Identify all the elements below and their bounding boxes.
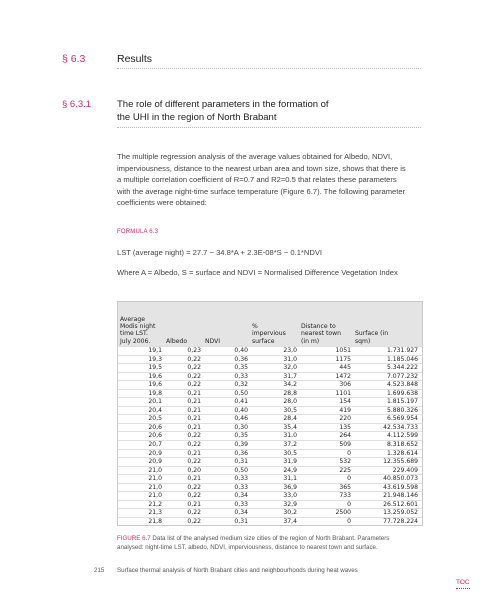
table-cell: 20,9 bbox=[148, 449, 162, 457]
table-row bbox=[118, 423, 422, 432]
table-cell: 20,9 bbox=[148, 458, 162, 466]
table-cell: 0,21 bbox=[187, 449, 201, 457]
table-cell: 0,32 bbox=[234, 381, 248, 389]
table-cell: 20,1 bbox=[148, 398, 162, 406]
table-cell: 0 bbox=[347, 500, 351, 508]
table-cell: 31,0 bbox=[283, 432, 297, 440]
table-cell: 0,31 bbox=[234, 458, 248, 466]
table-cell: 306 bbox=[339, 381, 351, 389]
body-line: imperviousness, distance to the nearest urban area and town size, shows that there is bbox=[117, 163, 406, 173]
table-cell: 0,22 bbox=[187, 483, 201, 491]
table-row bbox=[118, 517, 422, 526]
toc-link[interactable]: TOC bbox=[456, 579, 470, 586]
table-cell: 0,21 bbox=[187, 423, 201, 431]
table-cell: 264 bbox=[339, 432, 351, 440]
table-cell: 0,50 bbox=[234, 389, 248, 397]
table-cell: 21,0 bbox=[148, 492, 162, 500]
table-cell: 31,1 bbox=[283, 475, 297, 483]
table-cell: 13.259.052 bbox=[383, 509, 418, 517]
table-cell: 0,21 bbox=[187, 500, 201, 508]
table-cell: 1051 bbox=[335, 347, 351, 354]
table-cell: 34,2 bbox=[283, 381, 297, 389]
table-cell: 0,34 bbox=[234, 509, 248, 517]
table-cell: 1101 bbox=[335, 389, 351, 397]
formula-legend: Where A = Albedo, S = surface and NDVI = Normalised Difference Vegetation Index bbox=[117, 268, 398, 277]
table-cell: 19,1 bbox=[148, 347, 162, 354]
table-cell: 0,41 bbox=[234, 398, 248, 406]
table-row bbox=[118, 508, 422, 517]
subsection-divider bbox=[117, 127, 421, 128]
table-cell: 0,40 bbox=[234, 406, 248, 414]
table-cell: 20,5 bbox=[148, 415, 162, 423]
table-cell: 21,3 bbox=[148, 509, 162, 517]
table-cell: 0,50 bbox=[234, 466, 248, 474]
table-cell: 21,0 bbox=[148, 475, 162, 483]
table-row bbox=[118, 466, 422, 475]
table-cell: 4.112.599 bbox=[386, 432, 418, 440]
table-cell: 1.185.046 bbox=[386, 355, 418, 363]
table-cell: 37,2 bbox=[283, 441, 297, 449]
table-cell: 23,0 bbox=[283, 347, 297, 354]
table-cell: 0,22 bbox=[187, 458, 201, 466]
table-cell: 77.728.224 bbox=[383, 517, 418, 525]
subsection-number: § 6.3.1 bbox=[62, 99, 92, 110]
running-title: Surface thermal analysis of North Brabant cities and neighbourhoods during heat waves bbox=[117, 567, 358, 574]
table-cell: 0,30 bbox=[234, 423, 248, 431]
table-row bbox=[118, 380, 422, 389]
caption-text-line2: analysed: night-time LST, albedo, NDVI, imperviousness, distance to nearest town and surface. bbox=[117, 544, 378, 551]
table-cell: 31,7 bbox=[283, 372, 297, 380]
figure-label: FIGURE 6.7 bbox=[117, 535, 151, 542]
table-cell: 21,2 bbox=[148, 500, 162, 508]
header-distance: Distance to nearest town (in m) bbox=[301, 323, 341, 345]
table-cell: 1.699.638 bbox=[386, 389, 418, 397]
table-cell: 0,35 bbox=[234, 432, 248, 440]
header-albedo: Albedo bbox=[166, 337, 188, 345]
table-cell: 0 bbox=[347, 449, 351, 457]
table-cell: 365 bbox=[339, 483, 351, 491]
table-row bbox=[118, 397, 422, 406]
table-cell: 21,0 bbox=[148, 483, 162, 491]
table-cell: 0,22 bbox=[187, 364, 201, 372]
table-cell: 1.731.927 bbox=[386, 347, 418, 354]
section-number: § 6.3 bbox=[62, 53, 86, 65]
table-cell: 0,22 bbox=[187, 509, 201, 517]
table-body bbox=[118, 346, 422, 525]
toc-underline bbox=[456, 588, 470, 589]
table-cell: 0,36 bbox=[234, 355, 248, 363]
table-cell: 20,6 bbox=[148, 432, 162, 440]
table-cell: 21.948.146 bbox=[383, 492, 418, 500]
table-cell: 154 bbox=[339, 398, 351, 406]
table-cell: 0,39 bbox=[234, 441, 248, 449]
section-title: Results bbox=[117, 53, 153, 65]
table-cell: 21,8 bbox=[148, 517, 162, 525]
table-cell: 0,20 bbox=[187, 466, 201, 474]
table-cell: 32,9 bbox=[283, 500, 297, 508]
table-row bbox=[118, 389, 422, 398]
table-cell: 0,21 bbox=[187, 398, 201, 406]
table-cell: 1.815.197 bbox=[386, 398, 418, 406]
body-line: a multiple correlation coefficient of R=0.7 and R2=0.5 that relates these parameters bbox=[117, 175, 397, 185]
table-cell: 32,0 bbox=[283, 364, 297, 372]
table-cell: 8.318.652 bbox=[386, 441, 418, 449]
table-cell: 19,6 bbox=[148, 381, 162, 389]
header-lst: Average Modis night time LST. July 2006. bbox=[120, 315, 156, 345]
table-cell: 0,22 bbox=[187, 355, 201, 363]
table-cell: 0,22 bbox=[187, 432, 201, 440]
table-cell: 28,4 bbox=[283, 415, 297, 423]
body-line: with the average night-time surface temperature (Figure 6.7). The following parameter bbox=[117, 186, 406, 196]
table-cell: 26.512.601 bbox=[383, 500, 418, 508]
table-row bbox=[118, 500, 422, 509]
table-cell: 33,0 bbox=[283, 492, 297, 500]
body-line: coefficients were obtained: bbox=[117, 198, 207, 208]
table-row bbox=[118, 440, 422, 449]
caption-text-line1: Data list of the analysed medium size cities of the region of North Brabant. Parameters bbox=[150, 535, 390, 542]
table-cell: 7.077.232 bbox=[386, 372, 418, 380]
subsection-title bbox=[117, 98, 329, 124]
table-cell: 0,36 bbox=[234, 449, 248, 457]
table-cell: 37,4 bbox=[283, 517, 297, 525]
table-cell: 229.409 bbox=[392, 466, 418, 474]
table-cell: 20,6 bbox=[148, 423, 162, 431]
table-row bbox=[118, 457, 422, 466]
table-row bbox=[118, 355, 422, 364]
table-cell: 24,9 bbox=[283, 466, 297, 474]
table-cell: 445 bbox=[339, 364, 351, 372]
table-cell: 0,22 bbox=[187, 441, 201, 449]
table-row bbox=[118, 449, 422, 458]
table-cell: 220 bbox=[339, 415, 351, 423]
section-divider bbox=[117, 68, 421, 69]
table-cell: 12.355.689 bbox=[383, 458, 418, 466]
table-cell: 5.880.326 bbox=[386, 406, 418, 414]
table-row bbox=[118, 363, 422, 372]
table-cell: 0,22 bbox=[187, 517, 201, 525]
table-cell: 0,21 bbox=[187, 389, 201, 397]
table-cell: 0,31 bbox=[234, 517, 248, 525]
subsection-title-line1: The role of different parameters in the formation of bbox=[117, 99, 329, 110]
table-row bbox=[118, 414, 422, 423]
table-cell: 20,4 bbox=[148, 406, 162, 414]
table-cell: 43.619.598 bbox=[383, 483, 418, 491]
table-row bbox=[118, 346, 422, 355]
formula: LST (average night) = 27.7 − 34.8*A + 2.3E-08*S − 0.1*NDVI bbox=[117, 248, 323, 257]
table-cell: 0 bbox=[347, 475, 351, 483]
body-paragraph bbox=[117, 151, 447, 209]
table-cell: 20,7 bbox=[148, 441, 162, 449]
table-row bbox=[118, 406, 422, 415]
table-cell: 0,33 bbox=[234, 475, 248, 483]
table-cell: 0,21 bbox=[187, 406, 201, 414]
subsection-title-line2: the UHI in the region of North Brabant bbox=[117, 112, 277, 123]
body-line: The multiple regression analysis of the average values obtained for Albedo, NDVI, bbox=[117, 152, 393, 161]
table-cell: 1472 bbox=[335, 372, 351, 380]
table-cell: 36,9 bbox=[283, 483, 297, 491]
table-cell: 0,21 bbox=[187, 475, 201, 483]
table-cell: 0,33 bbox=[234, 483, 248, 491]
figure-caption bbox=[117, 534, 427, 552]
table-cell: 42.534.733 bbox=[383, 423, 418, 431]
table-cell: 0,33 bbox=[234, 500, 248, 508]
table-cell: 19,8 bbox=[148, 389, 162, 397]
table-row bbox=[118, 474, 422, 483]
table-cell: 225 bbox=[339, 466, 351, 474]
table-cell: 4.523.848 bbox=[386, 381, 418, 389]
table-cell: 30,5 bbox=[283, 406, 297, 414]
table-cell: 135 bbox=[339, 423, 351, 431]
table-cell: 0,40 bbox=[234, 347, 248, 354]
table-cell: 532 bbox=[339, 458, 351, 466]
table-row bbox=[118, 372, 422, 381]
table-row bbox=[118, 483, 422, 492]
table-cell: 0,21 bbox=[187, 415, 201, 423]
table-cell: 0,33 bbox=[234, 372, 248, 380]
table-cell: 0 bbox=[347, 517, 351, 525]
table-cell: 30,2 bbox=[283, 509, 297, 517]
header-ndvi: NDVI bbox=[205, 337, 221, 345]
table-cell: 0,46 bbox=[234, 415, 248, 423]
table-cell: 19,3 bbox=[148, 355, 162, 363]
table-row bbox=[118, 491, 422, 500]
table-cell: 6.569.954 bbox=[386, 415, 418, 423]
table-cell: 2500 bbox=[335, 509, 351, 517]
table-cell: 19,5 bbox=[148, 364, 162, 372]
table-cell: 0,34 bbox=[234, 492, 248, 500]
table-cell: 19,6 bbox=[148, 372, 162, 380]
table-cell: 31,0 bbox=[283, 355, 297, 363]
table-cell: 35,4 bbox=[283, 423, 297, 431]
table-cell: 0,35 bbox=[234, 364, 248, 372]
table-cell: 40.850.073 bbox=[383, 475, 418, 483]
table-header bbox=[118, 302, 422, 346]
table-cell: 733 bbox=[339, 492, 351, 500]
table-cell: 28,0 bbox=[283, 398, 297, 406]
table-cell: 5.344.222 bbox=[386, 364, 418, 372]
table-row bbox=[118, 431, 422, 440]
table-cell: 0,22 bbox=[187, 381, 201, 389]
table-cell: 1175 bbox=[335, 355, 351, 363]
table-cell: 509 bbox=[339, 441, 351, 449]
table-cell: 0,22 bbox=[187, 492, 201, 500]
table-cell: 0,22 bbox=[187, 372, 201, 380]
page-number: 215 bbox=[94, 567, 105, 574]
table-cell: 419 bbox=[339, 406, 351, 414]
table-cell: 1.328.614 bbox=[386, 449, 418, 457]
table-cell: 30,5 bbox=[283, 449, 297, 457]
table-cell: 0,23 bbox=[187, 347, 201, 354]
data-table bbox=[117, 301, 423, 526]
formula-label: FORMULA 6.3 bbox=[117, 229, 159, 235]
table-cell: 28,8 bbox=[283, 389, 297, 397]
table-cell: 31,9 bbox=[283, 458, 297, 466]
header-surface: Surface (in sqm) bbox=[355, 330, 389, 345]
header-impervious: % impervious surface bbox=[252, 323, 286, 345]
table-cell: 21,0 bbox=[148, 466, 162, 474]
